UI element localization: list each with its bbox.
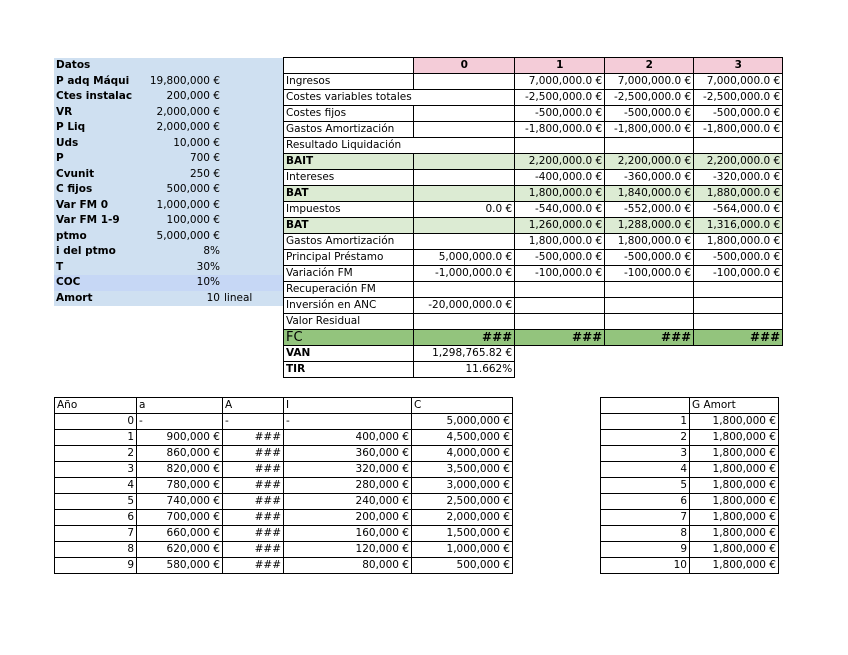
- amort-cell[interactable]: 1,800,000 €: [690, 558, 779, 574]
- loan-cell[interactable]: ###: [223, 478, 284, 494]
- value-cell[interactable]: [694, 298, 783, 314]
- amort-cell[interactable]: 1,800,000 €: [690, 494, 779, 510]
- loan-cell[interactable]: 160,000 €: [284, 526, 412, 542]
- datos-extra[interactable]: [222, 198, 284, 214]
- cash-flow-row: [284, 202, 783, 218]
- value-cell[interactable]: [414, 218, 515, 234]
- datos-value[interactable]: 10,000 €: [142, 136, 222, 152]
- row-label[interactable]: BAT: [284, 218, 414, 234]
- loan-cell[interactable]: ###: [223, 462, 284, 478]
- datos-extra[interactable]: [222, 136, 284, 152]
- tir-label[interactable]: TIR: [284, 362, 414, 378]
- period-header[interactable]: 1: [515, 58, 605, 74]
- amort-row: [601, 446, 779, 462]
- loan-cell[interactable]: 700,000 €: [137, 510, 223, 526]
- amort-row: [601, 542, 779, 558]
- datos-key[interactable]: Var FM 0: [54, 198, 142, 214]
- value-cell[interactable]: -2,500,000.0 €: [694, 90, 783, 106]
- datos-row: [54, 275, 284, 291]
- loan-cell[interactable]: 400,000 €: [284, 430, 412, 446]
- row-label[interactable]: Costes fijos: [284, 106, 414, 122]
- value-cell[interactable]: [414, 106, 515, 122]
- loan-table: [54, 397, 513, 574]
- value-cell[interactable]: -1,000,000.0 €: [414, 266, 515, 282]
- datos-row: [54, 136, 284, 152]
- cash-flow-row: [284, 298, 783, 314]
- loan-header[interactable]: a: [137, 398, 223, 414]
- cash-flow-row: [284, 266, 783, 282]
- loan-row: [55, 462, 513, 478]
- value-cell[interactable]: [515, 298, 605, 314]
- datos-extra[interactable]: [222, 151, 284, 167]
- loan-cell[interactable]: 2,000,000 €: [412, 510, 513, 526]
- cash-flow-row: [284, 218, 783, 234]
- datos-table: [54, 58, 284, 306]
- row-label[interactable]: BAT: [284, 186, 414, 202]
- datos-key[interactable]: Var FM 1-9: [54, 213, 142, 229]
- datos-row: [54, 151, 284, 167]
- value-cell[interactable]: -1,800,000.0 €: [694, 122, 783, 138]
- value-cell[interactable]: [515, 138, 605, 154]
- value-cell[interactable]: 5,000,000.0 €: [414, 250, 515, 266]
- datos-value[interactable]: 8%: [142, 244, 222, 260]
- tir-value[interactable]: 11.662%: [414, 362, 515, 378]
- loan-cell[interactable]: -: [284, 414, 412, 430]
- amort-cell[interactable]: 5: [601, 478, 690, 494]
- value-cell[interactable]: [694, 138, 783, 154]
- value-cell[interactable]: [414, 138, 515, 154]
- value-cell[interactable]: 7,000,000.0 €: [515, 74, 605, 90]
- row-label[interactable]: BAIT: [284, 154, 414, 170]
- loan-cell[interactable]: 4,500,000 €: [412, 430, 513, 446]
- amort-cell[interactable]: 1,800,000 €: [690, 414, 779, 430]
- loan-cell[interactable]: -: [223, 414, 284, 430]
- cash-flow-row: [284, 282, 783, 298]
- datos-key[interactable]: i del ptmo: [54, 244, 142, 260]
- row-label[interactable]: Costes variables totales: [284, 90, 414, 106]
- loan-row: [55, 542, 513, 558]
- datos-key[interactable]: COC: [54, 275, 142, 291]
- amortization-table: [600, 397, 779, 574]
- cash-flow-row: [284, 234, 783, 250]
- datos-key[interactable]: Ctes instalac: [54, 89, 142, 105]
- value-cell[interactable]: -360,000.0 €: [605, 170, 694, 186]
- cash-flow-row: [284, 170, 783, 186]
- datos-extra[interactable]: [222, 167, 284, 183]
- datos-value[interactable]: 30%: [142, 260, 222, 276]
- datos-value[interactable]: 500,000 €: [142, 182, 222, 198]
- datos-row: [54, 244, 284, 260]
- fc-label[interactable]: FC: [284, 330, 414, 346]
- value-cell[interactable]: 7,000,000.0 €: [694, 74, 783, 90]
- loan-cell[interactable]: 280,000 €: [284, 478, 412, 494]
- datos-row: [54, 120, 284, 136]
- value-cell[interactable]: 1,800,000.0 €: [515, 234, 605, 250]
- value-cell[interactable]: [414, 122, 515, 138]
- loan-cell[interactable]: 8: [55, 542, 137, 558]
- fc-row: [284, 330, 783, 346]
- amort-cell[interactable]: 4: [601, 462, 690, 478]
- value-cell[interactable]: 1,260,000.0 €: [515, 218, 605, 234]
- datos-extra[interactable]: [222, 244, 284, 260]
- datos-value[interactable]: 1,000,000 €: [142, 198, 222, 214]
- datos-key[interactable]: T: [54, 260, 142, 276]
- datos-value[interactable]: 2,000,000 €: [142, 120, 222, 136]
- loan-cell[interactable]: 200,000 €: [284, 510, 412, 526]
- row-label[interactable]: Gastos Amortización: [284, 122, 414, 138]
- datos-row: [54, 105, 284, 121]
- datos-extra[interactable]: [222, 275, 284, 291]
- value-cell[interactable]: [414, 314, 515, 330]
- loan-cell[interactable]: 9: [55, 558, 137, 574]
- loan-cell[interactable]: 1,500,000 €: [412, 526, 513, 542]
- amort-cell[interactable]: 6: [601, 494, 690, 510]
- row-label[interactable]: Principal Préstamo: [284, 250, 414, 266]
- amort-header-row: [601, 398, 779, 414]
- cash-flow-row: [284, 122, 783, 138]
- value-cell[interactable]: -100,000.0 €: [515, 266, 605, 282]
- value-cell[interactable]: -320,000.0 €: [694, 170, 783, 186]
- loan-cell[interactable]: 5,000,000 €: [412, 414, 513, 430]
- datos-row: [54, 182, 284, 198]
- datos-value[interactable]: 5,000,000 €: [142, 229, 222, 245]
- amort-cell[interactable]: 3: [601, 446, 690, 462]
- value-cell[interactable]: 1,288,000.0 €: [605, 218, 694, 234]
- amort-header[interactable]: G Amort: [690, 398, 779, 414]
- datos-value[interactable]: 10%: [142, 275, 222, 291]
- datos-value[interactable]: 19,800,000 €: [142, 74, 222, 90]
- loan-cell[interactable]: 740,000 €: [137, 494, 223, 510]
- row-label[interactable]: Inversión en ANC: [284, 298, 414, 314]
- loan-cell[interactable]: 3,000,000 €: [412, 478, 513, 494]
- amort-cell[interactable]: 7: [601, 510, 690, 526]
- datos-extra[interactable]: [222, 74, 284, 90]
- row-label[interactable]: Resultado Liquidación: [284, 138, 414, 154]
- loan-cell[interactable]: 3,500,000 €: [412, 462, 513, 478]
- row-label[interactable]: Intereses: [284, 170, 414, 186]
- value-cell[interactable]: 2,200,000.0 €: [694, 154, 783, 170]
- loan-header[interactable]: A: [223, 398, 284, 414]
- loan-cell[interactable]: 120,000 €: [284, 542, 412, 558]
- fc-value[interactable]: ###: [694, 330, 783, 346]
- loan-header-row: [55, 398, 513, 414]
- value-cell[interactable]: -552,000.0 €: [605, 202, 694, 218]
- fc-value[interactable]: ###: [515, 330, 605, 346]
- loan-cell[interactable]: ###: [223, 510, 284, 526]
- datos-key[interactable]: P adq Máqui: [54, 74, 142, 90]
- amort-cell[interactable]: 1,800,000 €: [690, 430, 779, 446]
- row-label[interactable]: Ingresos: [284, 74, 414, 90]
- datos-value[interactable]: 200,000 €: [142, 89, 222, 105]
- amort-cell[interactable]: 1,800,000 €: [690, 542, 779, 558]
- datos-extra[interactable]: [222, 182, 284, 198]
- datos-key[interactable]: P: [54, 151, 142, 167]
- loan-cell[interactable]: 5: [55, 494, 137, 510]
- tir-row: [284, 362, 783, 378]
- loan-row: [55, 478, 513, 494]
- value-cell[interactable]: -500,000.0 €: [694, 250, 783, 266]
- datos-extra[interactable]: [222, 260, 284, 276]
- datos-row: [54, 89, 284, 105]
- value-cell[interactable]: [694, 314, 783, 330]
- loan-cell[interactable]: 780,000 €: [137, 478, 223, 494]
- datos-row: [54, 260, 284, 276]
- value-cell[interactable]: 7,000,000.0 €: [605, 74, 694, 90]
- datos-key[interactable]: ptmo: [54, 229, 142, 245]
- amort-cell[interactable]: 1: [601, 414, 690, 430]
- datos-title-row: [54, 58, 284, 74]
- value-cell[interactable]: [605, 314, 694, 330]
- amort-cell[interactable]: 1,800,000 €: [690, 478, 779, 494]
- amort-cell[interactable]: 1,800,000 €: [690, 526, 779, 542]
- amort-row: [601, 462, 779, 478]
- value-cell[interactable]: [605, 138, 694, 154]
- amort-row: [601, 510, 779, 526]
- cash-flow-row: [284, 106, 783, 122]
- value-cell[interactable]: -540,000.0 €: [515, 202, 605, 218]
- loan-row: [55, 526, 513, 542]
- datos-value[interactable]: 100,000 €: [142, 213, 222, 229]
- value-cell[interactable]: -100,000.0 €: [694, 266, 783, 282]
- datos-extra[interactable]: [222, 105, 284, 121]
- value-cell[interactable]: -2,500,000.0 €: [515, 90, 605, 106]
- value-cell[interactable]: -1,800,000.0 €: [515, 122, 605, 138]
- amort-row: [601, 430, 779, 446]
- loan-cell[interactable]: 0: [55, 414, 137, 430]
- value-cell[interactable]: -100,000.0 €: [605, 266, 694, 282]
- fc-value[interactable]: ###: [414, 330, 515, 346]
- datos-extra[interactable]: [222, 213, 284, 229]
- loan-row: [55, 558, 513, 574]
- period-header[interactable]: 0: [414, 58, 515, 74]
- value-cell[interactable]: -564,000.0 €: [694, 202, 783, 218]
- cash-flow-row: [284, 138, 783, 154]
- datos-extra[interactable]: lineal: [222, 291, 284, 307]
- amort-row: [601, 414, 779, 430]
- value-cell[interactable]: [414, 154, 515, 170]
- loan-cell[interactable]: 4,000,000 €: [412, 446, 513, 462]
- loan-cell[interactable]: 3: [55, 462, 137, 478]
- value-cell[interactable]: [414, 234, 515, 250]
- value-cell[interactable]: 2,200,000.0 €: [605, 154, 694, 170]
- loan-cell[interactable]: 580,000 €: [137, 558, 223, 574]
- loan-cell[interactable]: 820,000 €: [137, 462, 223, 478]
- row-label[interactable]: Impuestos: [284, 202, 414, 218]
- amort-row: [601, 478, 779, 494]
- datos-row: [54, 229, 284, 245]
- value-cell[interactable]: [414, 90, 515, 106]
- van-row: [284, 346, 783, 362]
- row-label[interactable]: Recuperación FM: [284, 282, 414, 298]
- loan-cell[interactable]: 1: [55, 430, 137, 446]
- cash-flow-row: [284, 74, 783, 90]
- period-header[interactable]: [284, 58, 414, 74]
- loan-header[interactable]: I: [284, 398, 412, 414]
- cash-flow-row: [284, 90, 783, 106]
- value-cell[interactable]: -500,000.0 €: [515, 250, 605, 266]
- loan-cell[interactable]: 2: [55, 446, 137, 462]
- amort-row: [601, 558, 779, 574]
- datos-row: [54, 291, 284, 307]
- amort-header[interactable]: [601, 398, 690, 414]
- datos-extra[interactable]: [222, 89, 284, 105]
- value-cell[interactable]: [414, 186, 515, 202]
- cash-flow-table: [283, 57, 783, 378]
- amort-row: [601, 526, 779, 542]
- row-label[interactable]: Valor Residual: [284, 314, 414, 330]
- loan-cell[interactable]: 240,000 €: [284, 494, 412, 510]
- value-cell[interactable]: [605, 298, 694, 314]
- period-header[interactable]: 3: [694, 58, 783, 74]
- amort-cell[interactable]: 9: [601, 542, 690, 558]
- amort-cell[interactable]: 1,800,000 €: [690, 510, 779, 526]
- loan-header[interactable]: Año: [55, 398, 137, 414]
- value-cell[interactable]: -500,000.0 €: [605, 106, 694, 122]
- loan-row: [55, 446, 513, 462]
- loan-cell[interactable]: 1,000,000 €: [412, 542, 513, 558]
- loan-cell[interactable]: 900,000 €: [137, 430, 223, 446]
- datos-extra[interactable]: [222, 229, 284, 245]
- datos-key[interactable]: Uds: [54, 136, 142, 152]
- value-cell[interactable]: 1,880,000.0 €: [694, 186, 783, 202]
- datos-row: [54, 74, 284, 90]
- datos-extra[interactable]: [222, 120, 284, 136]
- value-cell[interactable]: [694, 282, 783, 298]
- loan-cell[interactable]: 500,000 €: [412, 558, 513, 574]
- cash-flow-row: [284, 250, 783, 266]
- loan-cell[interactable]: 320,000 €: [284, 462, 412, 478]
- value-cell[interactable]: -500,000.0 €: [605, 250, 694, 266]
- loan-cell[interactable]: ###: [223, 558, 284, 574]
- loan-cell[interactable]: 6: [55, 510, 137, 526]
- cash-flow-row: [284, 186, 783, 202]
- loan-cell[interactable]: 80,000 €: [284, 558, 412, 574]
- row-label[interactable]: Variación FM: [284, 266, 414, 282]
- loan-cell[interactable]: ###: [223, 526, 284, 542]
- value-cell[interactable]: [414, 170, 515, 186]
- value-cell[interactable]: [515, 282, 605, 298]
- value-cell[interactable]: [414, 74, 515, 90]
- value-cell[interactable]: 1,800,000.0 €: [694, 234, 783, 250]
- van-label[interactable]: VAN: [284, 346, 414, 362]
- loan-cell[interactable]: 2,500,000 €: [412, 494, 513, 510]
- amort-cell[interactable]: 1,800,000 €: [690, 446, 779, 462]
- period-header-row: [284, 58, 783, 74]
- loan-row: [55, 494, 513, 510]
- value-cell[interactable]: -2,500,000.0 €: [605, 90, 694, 106]
- loan-cell[interactable]: ###: [223, 446, 284, 462]
- value-cell[interactable]: 1,800,000.0 €: [515, 186, 605, 202]
- loan-cell[interactable]: 860,000 €: [137, 446, 223, 462]
- datos-row: [54, 167, 284, 183]
- amort-cell[interactable]: 1,800,000 €: [690, 462, 779, 478]
- loan-cell[interactable]: 360,000 €: [284, 446, 412, 462]
- datos-key[interactable]: VR: [54, 105, 142, 121]
- van-value[interactable]: 1,298,765.82 €: [414, 346, 515, 362]
- loan-row: [55, 414, 513, 430]
- loan-row: [55, 510, 513, 526]
- value-cell[interactable]: 0.0 €: [414, 202, 515, 218]
- loan-cell[interactable]: ###: [223, 430, 284, 446]
- value-cell[interactable]: [515, 314, 605, 330]
- datos-row: [54, 213, 284, 229]
- datos-key[interactable]: Cvunit: [54, 167, 142, 183]
- loan-cell[interactable]: 660,000 €: [137, 526, 223, 542]
- loan-cell[interactable]: -: [137, 414, 223, 430]
- value-cell[interactable]: 1,840,000.0 €: [605, 186, 694, 202]
- loan-row: [55, 430, 513, 446]
- cash-flow-row: [284, 154, 783, 170]
- datos-key[interactable]: P Liq: [54, 120, 142, 136]
- amort-cell[interactable]: 8: [601, 526, 690, 542]
- datos-key[interactable]: C fijos: [54, 182, 142, 198]
- value-cell[interactable]: [605, 282, 694, 298]
- value-cell[interactable]: -1,800,000.0 €: [605, 122, 694, 138]
- datos-title[interactable]: Datos: [54, 58, 284, 74]
- datos-key[interactable]: Amort: [54, 291, 142, 307]
- loan-header[interactable]: C: [412, 398, 513, 414]
- amort-cell[interactable]: 10: [601, 558, 690, 574]
- amort-cell[interactable]: 2: [601, 430, 690, 446]
- value-cell[interactable]: [414, 282, 515, 298]
- datos-value[interactable]: 250 €: [142, 167, 222, 183]
- cash-flow-row: [284, 314, 783, 330]
- datos-value[interactable]: 10: [142, 291, 222, 307]
- datos-value[interactable]: 700 €: [142, 151, 222, 167]
- value-cell[interactable]: 1,316,000.0 €: [694, 218, 783, 234]
- value-cell[interactable]: -500,000.0 €: [515, 106, 605, 122]
- loan-cell[interactable]: 620,000 €: [137, 542, 223, 558]
- value-cell[interactable]: -400,000.0 €: [515, 170, 605, 186]
- loan-cell[interactable]: 7: [55, 526, 137, 542]
- loan-cell[interactable]: ###: [223, 494, 284, 510]
- datos-row: [54, 198, 284, 214]
- period-header[interactable]: 2: [605, 58, 694, 74]
- fc-value[interactable]: ###: [605, 330, 694, 346]
- value-cell[interactable]: -20,000,000.0 €: [414, 298, 515, 314]
- value-cell[interactable]: -500,000.0 €: [694, 106, 783, 122]
- datos-value[interactable]: 2,000,000 €: [142, 105, 222, 121]
- value-cell[interactable]: 2,200,000.0 €: [515, 154, 605, 170]
- row-label[interactable]: Gastos Amortización: [284, 234, 414, 250]
- loan-cell[interactable]: ###: [223, 542, 284, 558]
- amort-row: [601, 494, 779, 510]
- value-cell[interactable]: 1,800,000.0 €: [605, 234, 694, 250]
- loan-cell[interactable]: 4: [55, 478, 137, 494]
